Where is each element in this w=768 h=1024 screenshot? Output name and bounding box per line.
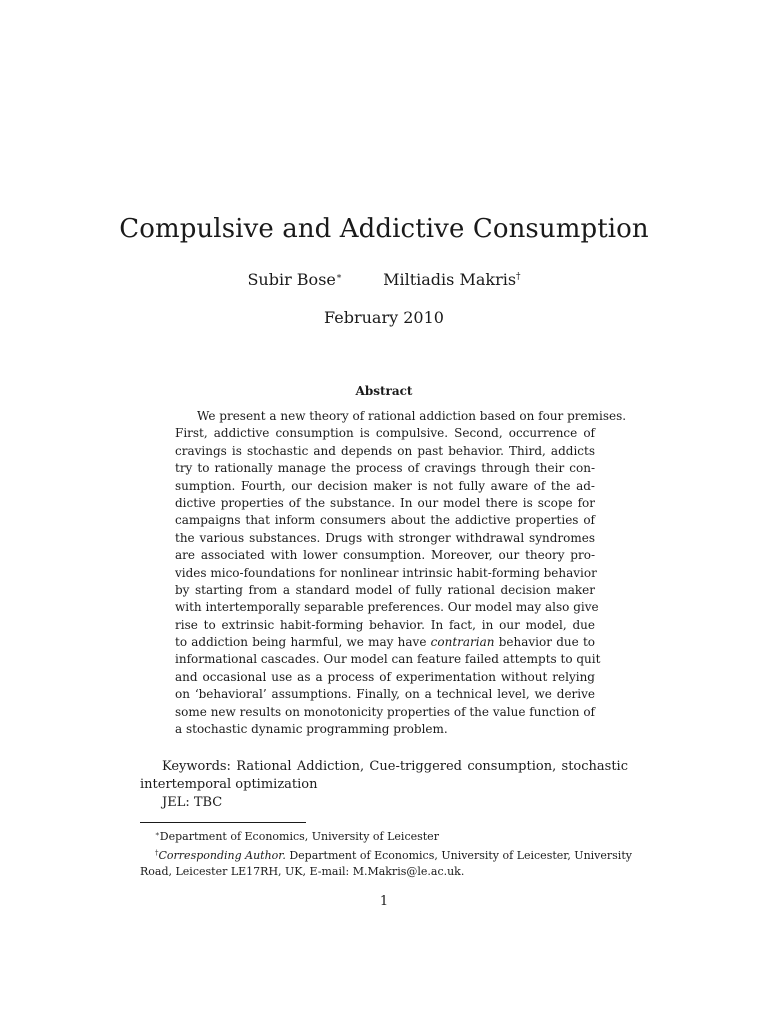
footnote-2-italic: Corresponding Author.: [158, 849, 286, 862]
footnote-rule: [140, 822, 306, 823]
author-list: [0, 270, 768, 289]
abstract-text: with intertemporally separable preferences. Our model may also give: [175, 600, 599, 615]
abstract-text: to addiction being harmful, we may have: [175, 635, 431, 650]
footnote-2-text: Department of Economics, University of Leicester, University: [285, 849, 632, 862]
abstract-line: [175, 425, 595, 442]
abstract-line: [175, 460, 595, 477]
abstract-text: We present a new theory of rational addiction based on four premises.: [197, 409, 627, 423]
author-1-name: Subir Bose: [247, 270, 336, 289]
abstract-emphasis: contrarian: [430, 635, 495, 650]
abstract-line: [175, 408, 627, 425]
abstract-text: a stochastic dynamic programming problem.: [175, 722, 448, 737]
abstract-line: [175, 599, 599, 616]
abstract-text: campaigns that inform consumers about the addictive properties of: [175, 513, 595, 528]
abstract-line: [175, 478, 595, 495]
abstract-body: [175, 408, 627, 738]
paper-title: Compulsive and Addictive Consumption: [119, 214, 649, 244]
abstract-text: on ‘behavioral’ assumptions. Finally, on a technical level, we derive: [175, 687, 595, 702]
abstract-line: [175, 651, 601, 668]
abstract-text: by starting from a standard model of fully rational decision maker: [175, 582, 595, 597]
abstract-heading: Abstract: [355, 384, 413, 398]
author-1: [247, 270, 342, 289]
abstract-text: and occasional use as a process of experimentation without relying: [175, 669, 595, 684]
jel-codes: JEL: TBC: [162, 795, 223, 810]
abstract-text: some new results on monotonicity properties of the value function of: [175, 704, 595, 719]
author-2-name: Miltiadis Makris: [383, 270, 517, 289]
abstract-text: First, addictive consumption is compulsive. Second, occurrence of: [175, 426, 595, 441]
footnote-2-mark: †: [155, 849, 159, 857]
abstract-line: [175, 565, 595, 582]
abstract-line: [175, 530, 595, 547]
abstract-line: [175, 686, 595, 703]
abstract-line: [175, 721, 595, 738]
keywords-line-1: Keywords: Rational Addiction, Cue-triggered consumption, stochastic: [162, 759, 628, 774]
abstract-text: the various substances. Drugs with stronger withdrawal syndromes: [175, 530, 595, 545]
footnote-2-continued: Road, Leicester LE17RH, UK, E-mail: M.Makris@le.ac.uk.: [140, 865, 465, 878]
abstract-line: [175, 669, 595, 686]
abstract-line: [175, 617, 595, 634]
abstract-text: sumption. Fourth, our decision maker is not fully aware of the ad-: [175, 478, 595, 493]
abstract-line: [175, 547, 595, 564]
abstract-line: [175, 495, 595, 512]
abstract-line: [175, 634, 595, 651]
keywords-section: [140, 758, 628, 812]
abstract-text: rise to extrinsic habit-forming behavior. In fact, in our model, due: [175, 617, 595, 632]
abstract-text: vides mico-foundations for nonlinear intrinsic habit-forming behavior: [175, 565, 597, 580]
author-2-footnote-mark: †: [516, 272, 521, 282]
abstract-text: cravings is stochastic and depends on past behavior. Third, addicts: [175, 443, 595, 458]
abstract-line: [175, 512, 595, 529]
footnote-2: [140, 845, 632, 864]
keywords-line-2: intertemporal optimization: [140, 777, 318, 792]
abstract-text: behavior due to: [494, 635, 595, 650]
abstract-text: informational cascades. Our model can feature failed attempts to quit: [175, 652, 601, 667]
abstract-line: [175, 704, 595, 721]
author-2: [383, 270, 520, 289]
footnote-1: [140, 826, 628, 845]
abstract-line: [175, 443, 595, 460]
paper-date: February 2010: [324, 308, 444, 327]
footnote-1-mark: ∗: [155, 830, 160, 838]
abstract-text: are associated with lower consumption. Moreover, our theory pro-: [175, 548, 595, 563]
page-number: 1: [379, 894, 389, 909]
footnotes: [140, 826, 632, 880]
footnote-1-text: Department of Economics, University of Leicester: [159, 830, 439, 843]
abstract-text: dictive properties of the substance. In our model there is scope for: [175, 495, 595, 510]
author-1-footnote-mark: ∗: [335, 272, 342, 282]
abstract-text: try to rationally manage the process of cravings through their con-: [175, 461, 595, 476]
abstract-line: [175, 582, 595, 599]
